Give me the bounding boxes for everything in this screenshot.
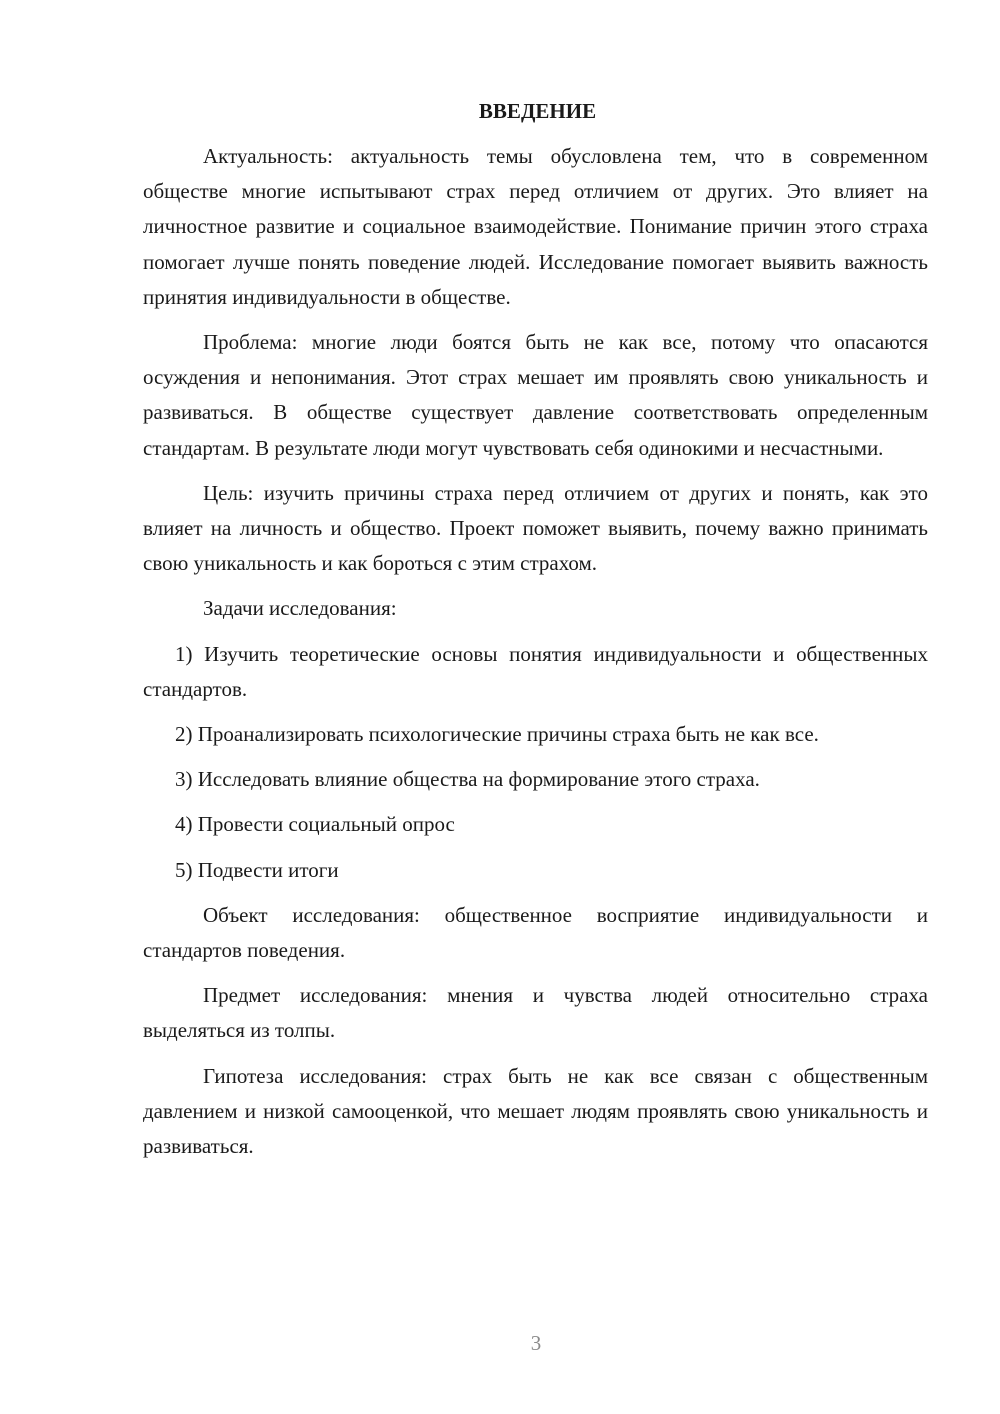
page-title: ВВЕДЕНИЕ bbox=[478, 99, 597, 123]
paragraph-goal: Цель: изучить причины страха перед отличием от других и понять, как это влияет на личность и общество. Проект поможет выявить, почему важно принимать свою уникальность и как бороться с этим страхом. bbox=[143, 480, 928, 576]
list-item: 3) Исследовать влияние общества на формирование этого страха. bbox=[175, 767, 760, 792]
list-item: 5) Подвести итоги bbox=[175, 857, 339, 882]
list-item: 1) Изучить теоретические основы понятия индивидуальности и общественных стандартов. bbox=[143, 641, 928, 701]
page-content bbox=[143, 94, 928, 1164]
paragraph-hypothesis: Гипотеза исследования: страх быть не как все связан с общественным давлением и низкой самооценкой, что мешает людям проявлять свою уникальность и развиваться. bbox=[143, 1063, 928, 1159]
tasks-list bbox=[143, 637, 928, 888]
list-item: 2) Проанализировать психологические причины страха быть не как все. bbox=[175, 722, 819, 747]
paragraph-problem: Проблема: многие люди боятся быть не как все, потому что опасаются осуждения и непонимания. Этот страх мешает им проявлять свою уникальность и развиваться. В обществе существует давление соответствовать определенным стандартам. В результате люди могут чувствовать себя одинокими и несчастными. bbox=[143, 330, 928, 460]
page-number: 3 bbox=[530, 1331, 542, 1355]
paragraph-object: Объект исследования: общественное восприятие индивидуальности и стандартов поведения. bbox=[143, 902, 928, 963]
paragraph-subject: Предмет исследования: мнения и чувства людей относительно страха выделяться из толпы. bbox=[143, 983, 928, 1043]
list-item: 4) Провести социальный опрос bbox=[175, 812, 455, 837]
paragraph-relevance: Актуальность: актуальность темы обусловлена тем, что в современном обществе многие испытывают страх перед отличием от других. Это влияет на личностное развитие и социальное взаимодействие. Понимание причин этого страха помогает лучше понять поведение людей. Исследование помогает выявить важность принятия индивидуальности в обществе. bbox=[143, 144, 928, 309]
tasks-heading: Задачи исследования: bbox=[203, 596, 397, 621]
